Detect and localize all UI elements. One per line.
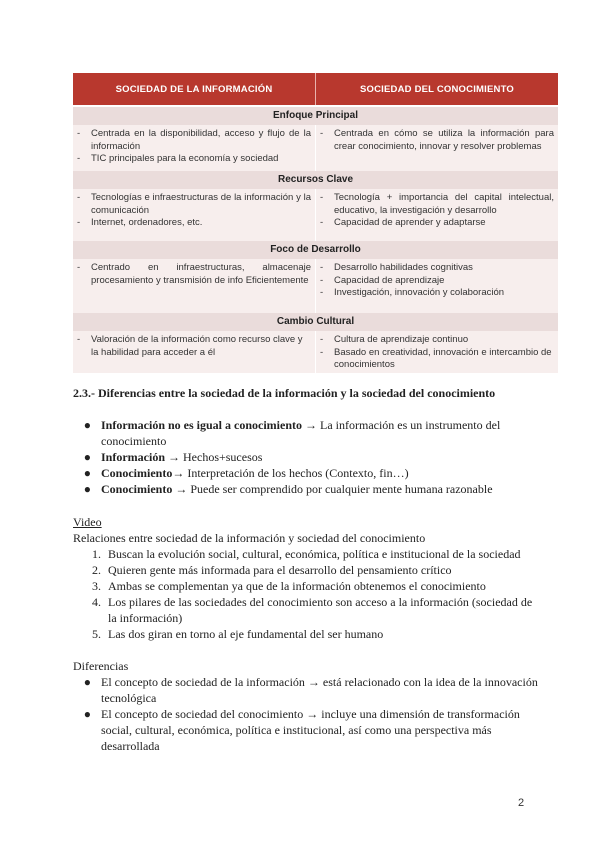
- list-item: ● El concepto de sociedad de la información → está relacionado con la idea de la innovación tecnológica: [73, 674, 543, 706]
- list-item: - Internet, ordenadores, etc.: [77, 217, 203, 228]
- list-item: ● El concepto de sociedad del conocimiento → incluye una dimensión de transformación social, cultural, económica, política e institucional, así como una perspectiva más desarrollada: [73, 706, 543, 754]
- list-item: - Valoración de la información como recurso clave y la habilidad para acceder a él: [77, 334, 303, 358]
- list-item: - Capacidad de aprender y adaptarse: [320, 217, 486, 228]
- cell-left: [73, 259, 316, 313]
- comparison-table: [73, 73, 558, 373]
- header-left: SOCIEDAD DE LA INFORMACIÓN: [73, 73, 316, 105]
- table-row: [73, 259, 558, 313]
- cell-left: [73, 189, 316, 241]
- page-number: 2: [518, 797, 525, 809]
- diferencias-section: [73, 658, 543, 754]
- cell-left: [73, 125, 316, 171]
- bullet-icon: ●: [83, 466, 91, 480]
- video-section: [73, 514, 543, 642]
- list-item: - Tecnologías e infraestructuras de la información y la comunicación: [77, 192, 311, 216]
- list-item: - Centrado en infraestructuras, almacenaje procesamiento y transmisión de info Eficientemente: [77, 262, 311, 286]
- section-title: Enfoque Principal: [73, 107, 558, 125]
- list-item: 5. Las dos giran en torno al eje fundamental del ser humano: [92, 627, 384, 641]
- video-link[interactable]: Video: [73, 515, 102, 529]
- diferencias-label: Diferencias: [73, 659, 129, 673]
- page-title: 2.3.- Diferencias entre la sociedad de la información y la sociedad del conocimiento: [73, 386, 496, 400]
- bullet-list: [73, 417, 543, 497]
- bullet-icon: ●: [83, 707, 91, 721]
- list-item: 2. Quieren gente más informada para el desarrollo del pensamiento crítico: [92, 563, 452, 577]
- list-item: - Investigación, innovación y colaboración: [320, 287, 505, 298]
- list-item: 4. Los pilares de las sociedades del conocimiento son acceso a la información (sociedad de la información): [92, 595, 533, 625]
- table-row: [73, 125, 558, 171]
- cell-left: [73, 331, 316, 373]
- list-item: - Desarrollo habilidades cognitivas: [320, 262, 473, 273]
- list-item: - TIC principales para la economía y sociedad: [77, 153, 279, 164]
- header-right: SOCIEDAD DEL CONOCIMIENTO: [359, 83, 515, 95]
- cell-right: [316, 125, 558, 171]
- table-row: [73, 189, 558, 241]
- list-item: - Capacidad de aprendizaje: [320, 274, 445, 286]
- section-title: Foco de Desarrollo: [73, 241, 558, 259]
- list-item: - Centrada en cómo se utiliza la información para crear conocimiento, innovar y resolver problemas: [320, 128, 554, 152]
- list-item: - Tecnología + importancia del capital intelectual, educativo, la investigación y desarrollo: [320, 192, 554, 216]
- list-item: ● Información → Hechos+sucesos: [73, 449, 543, 465]
- section-heading: [73, 385, 543, 401]
- list-item: ● Conocimiento→ Interpretación de los hechos (Contexto, fin…): [73, 465, 543, 481]
- cell-right: [316, 189, 558, 241]
- section-title: Cambio Cultural: [73, 313, 558, 331]
- section-title: Recursos Clave: [73, 171, 558, 189]
- cell-right: [316, 259, 558, 313]
- list-item: 3. Ambas se complementan ya que de la información obtenemos el conocimiento: [92, 579, 486, 593]
- bullet-icon: ●: [83, 450, 91, 464]
- list-item: 1. Buscan la evolución social, cultural, económica, política e institucional de la sociedad: [92, 547, 521, 561]
- list-item: ● Conocimiento → Puede ser comprendido por cualquier mente humana razonable: [73, 481, 543, 497]
- video-intro: Relaciones entre sociedad de la información y sociedad del conocimiento: [73, 531, 426, 545]
- cell-right: [316, 331, 558, 373]
- list-item: ● Información no es igual a conocimiento → La información es un instrumento del conocimiento: [73, 417, 543, 449]
- list-item: - Centrada en la disponibilidad, acceso y flujo de la información: [77, 128, 311, 152]
- bullet-icon: ●: [83, 675, 91, 689]
- list-item: - Basado en creatividad, innovación e intercambio de conocimientos: [320, 346, 552, 370]
- table-header: [73, 73, 558, 105]
- bullet-icon: ●: [83, 482, 91, 496]
- list-item: - Cultura de aprendizaje continuo: [320, 334, 469, 345]
- bullet-icon: ●: [83, 418, 91, 432]
- table-row: [73, 331, 558, 373]
